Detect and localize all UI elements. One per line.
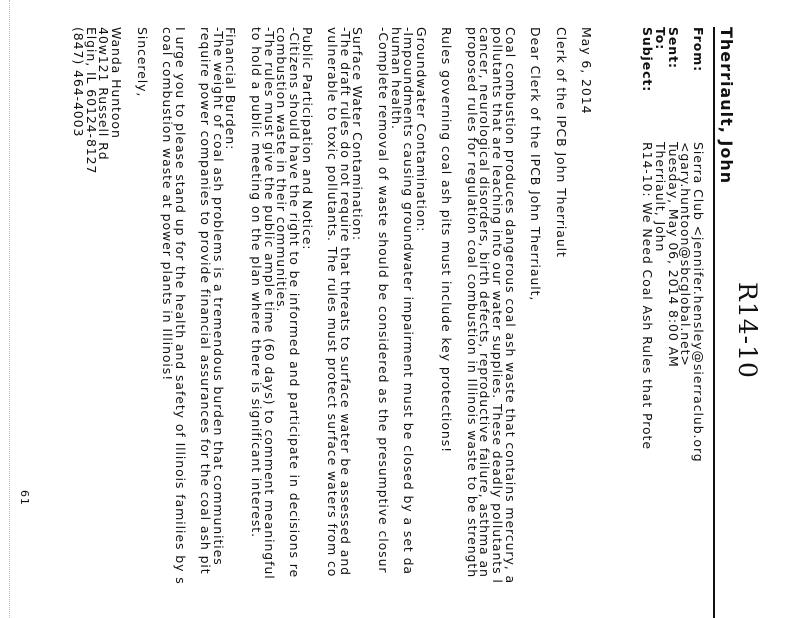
- scan-artifact-line: [9, 0, 10, 618]
- paragraph: [376, 27, 427, 618]
- letter-body: [59, 27, 592, 618]
- text-line: Surface Water Contamination:: [350, 27, 366, 241]
- paragraph: [529, 27, 542, 618]
- paragraph: [198, 27, 239, 618]
- paragraph: [440, 27, 453, 618]
- paragraph: [554, 27, 567, 618]
- paragraph: [465, 27, 516, 618]
- text-line: -The weight of coal ash problems is a tremendous burden that communities: [210, 27, 226, 566]
- text-line: Public Participation and Notice:: [299, 27, 315, 251]
- header-divider: [713, 27, 715, 618]
- text-line: coal combustion waste at power plants in Illinois!: [159, 27, 175, 382]
- header-label: Sent:: [665, 27, 681, 69]
- header-row-to: [653, 27, 666, 618]
- text-line: combustion waste in their communities.: [274, 27, 290, 313]
- header-label: To:: [652, 27, 668, 51]
- email-header: [640, 27, 704, 618]
- text-line: -The draft rules do not require that threats to surface water be assessed and: [337, 27, 353, 576]
- text-line: Coal combustion produces dangerous coal ash waste that contains mercury, a: [502, 27, 518, 585]
- text-line: -Citizens should have the right to be informed and participate in decisions re: [286, 27, 302, 579]
- header-row-subject: [640, 27, 656, 618]
- paragraph: [71, 27, 125, 618]
- text-line: Rules governing coal ash pits must include key protections!: [439, 27, 455, 454]
- text-line: Wanda Huntoon: [109, 27, 125, 139]
- paragraph: [325, 27, 366, 618]
- header-value: Sierra Club <jennifer.hensley@sierraclub.org: [691, 142, 706, 463]
- header-label: From:: [691, 27, 706, 73]
- paragraph: [135, 27, 148, 618]
- text-line: cancer, neurological disorders, birth defects, reproductive failure, asthma an: [477, 27, 493, 578]
- docket-number: R14-10: [733, 282, 762, 379]
- text-line: -Complete removal of waste should be considered as the presumptive closur: [375, 27, 391, 574]
- header-label: Subject:: [640, 27, 656, 93]
- header-value: <gary.huntoon@sbcglobal.net>: [678, 142, 694, 367]
- header-row-from: [691, 27, 704, 618]
- text-line: Dear Clerk of the IPCB John Therriault,: [528, 27, 544, 302]
- text-line: vulnerable to toxic pollutants. The rules must protect surface waters from co: [325, 27, 341, 578]
- text-line: -Impoundments causing groundwater impairment must be closed by a set da: [401, 27, 417, 575]
- header-row-sent: [666, 27, 679, 618]
- paragraph: [249, 27, 313, 618]
- paragraph: [159, 27, 188, 618]
- text-line: require power companies to provide financial assurances for the coal ash pit: [198, 27, 214, 575]
- text-line: Financial Burden:: [223, 27, 239, 151]
- header-value: Therriault, John: [652, 142, 668, 253]
- text-line: Groundwater Contamination:: [413, 27, 429, 233]
- text-line: -The rules must give the public ample time (60 days) to comment meaningful: [261, 27, 277, 580]
- text-line: human health.: [388, 27, 404, 130]
- text-line: proposed rules for regulation coal combustion in Illinois waste to be strength: [464, 27, 480, 579]
- page-number: 61: [18, 490, 31, 506]
- text-line: pollutants that are leaching into our water supplies. These deadly pollutants l: [490, 27, 506, 584]
- text-line: to hold a public meeting on the plan where there is significant interest.: [248, 27, 264, 538]
- text-line: 40w121 Russell Rd: [96, 27, 112, 161]
- text-line: May 6, 2014: [579, 27, 594, 115]
- text-line: (847) 464-4003: [71, 27, 87, 138]
- text-line: I urge you to please stand up for the health and safety of Illinois families by s: [172, 27, 188, 585]
- text-line: Sincerely,: [134, 27, 150, 98]
- header-value: Tuesday, May 06, 2014 8:00 AM: [665, 142, 681, 368]
- header-value: R14-10: We Need Coal Ash Rules that Prote: [640, 142, 656, 450]
- paragraph: [579, 27, 592, 618]
- text-line: Clerk of the IPCB John Therriault: [553, 27, 569, 258]
- text-line: Elgin, IL 60124-8127: [83, 27, 99, 175]
- sender-name: Therriault, John: [717, 27, 736, 185]
